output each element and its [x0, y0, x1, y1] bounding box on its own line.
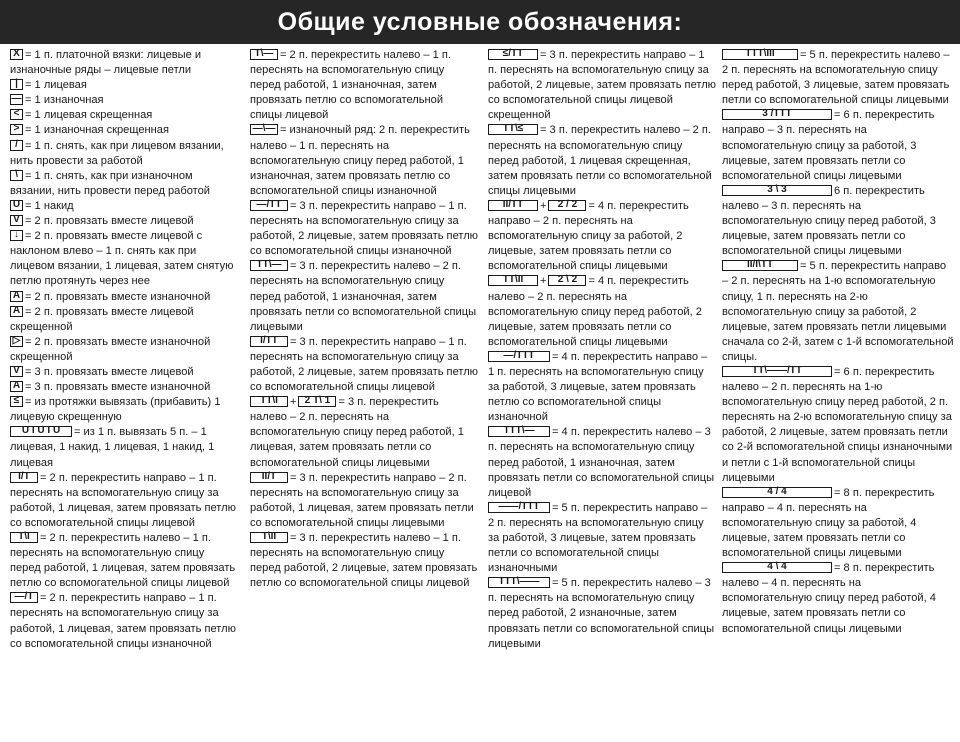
stitch-symbol-glyph: T\II [261, 531, 277, 542]
legend-entry [488, 576, 716, 651]
legend-description: = 3 п. провязать вместе изнаночной [25, 381, 211, 394]
stitch-symbol-icon [250, 124, 278, 135]
stitch-symbol-glyph: V [13, 364, 20, 376]
legend-entry [10, 139, 238, 169]
legend-description: изнаночные ряды – лицевые петли [10, 64, 192, 77]
stitch-symbol-icon [250, 49, 278, 60]
stitch-symbol-icon [488, 275, 538, 286]
page-header [0, 0, 960, 44]
legend-entry [10, 229, 238, 289]
legend-description: = 1 п. снять, как при изнаночном вязании, нить провести перед работой [10, 169, 210, 197]
stitch-symbol-icon [488, 49, 538, 60]
stitch-symbol-icon [10, 532, 38, 543]
legend-description: = 2 п. провязать вместе изнаночной [25, 290, 211, 303]
legend-entry [488, 425, 716, 500]
stitch-symbol-glyph: —/TT [256, 198, 282, 210]
stitch-symbol-alt-glyph: 2 T\ 1 [304, 395, 331, 407]
legend-entry [250, 395, 478, 470]
stitch-symbol-icon [10, 200, 23, 211]
legend-entry [722, 184, 954, 259]
stitch-symbol-icon [722, 109, 832, 120]
stitch-symbol-glyph: \ [15, 168, 18, 180]
legend-description: = 3 п. перекрестить налево – 1 п. переснять на вспомогательную спицу перед работой, 2 лицевые, затем провязать петлю со вспомогательной спицы лицевой [250, 532, 478, 590]
stitch-symbol-icon [10, 79, 23, 90]
stitch-symbol-glyph: ≤/TT [502, 48, 524, 59]
legend-entry [10, 380, 238, 395]
stitch-symbol-glyph: TT\≤ [502, 123, 524, 135]
legend-entry [722, 108, 954, 183]
stitch-symbol-glyph: ≤ [13, 395, 20, 407]
stitch-symbol-glyph: TTT\III [745, 48, 775, 59]
legend-entry [488, 501, 716, 576]
legend-description: = 5 п. перекрестить налево – 3 п. переснять на вспомогательную спицу перед работой, 2 изнаночные, затем провязать петли со вспомогательной спицы лицевыми [488, 577, 715, 650]
stitch-symbol-glyph: | [15, 78, 18, 90]
stitch-symbol-glyph: II/T [261, 470, 277, 482]
legend-entry [250, 199, 478, 259]
legend-description: = 1 изнаночная скрещенная [25, 124, 169, 137]
stitch-symbol-icon [488, 577, 550, 588]
stitch-symbol-alt-icon [548, 275, 586, 286]
legend-entry [10, 78, 238, 93]
stitch-symbol-icon [722, 49, 798, 60]
legend-description: = 3 п. перекрестить налево – 2 п. переснять на вспомогательную спицу перед работой, 1 лицевая скрещенная, затем провязать петли со вспомогательной спицы лицевыми [488, 124, 712, 197]
legend-description: = 5 п. перекрестить налево – 2 п. переснять на вспомогательную спицу перед работой, 3 лицевые, затем провязать петли со вспомогательной спицы лицевыми [722, 49, 950, 107]
legend-entry [10, 108, 238, 123]
legend-description: = 3 п. перекрестить направо – 2 п. переснять на вспомогательную спицу за работой, 1 лицевая, затем провязать петли со вспомогательной спицы лицевыми [250, 471, 474, 529]
stitch-symbol-glyph: A [12, 304, 21, 316]
legend-entry [250, 335, 478, 395]
stitch-symbol-icon [10, 306, 23, 317]
stitch-symbol-icon [10, 94, 23, 105]
stitch-symbol-icon [250, 396, 288, 407]
legend-entry [250, 531, 478, 591]
legend-description: = из протяжки вывязать (прибавить) 1 лицевую скрещенную [10, 396, 221, 424]
stitch-symbol-icon [10, 366, 23, 377]
plus-sign: + [290, 396, 297, 409]
legend-description: = 1 накид [25, 199, 74, 212]
stitch-symbol-glyph: U [12, 198, 21, 210]
stitch-symbol-glyph: 3 \ 3 [767, 183, 787, 195]
legend-description: = 1 изнаночная [25, 94, 104, 107]
stitch-symbol-icon [250, 532, 288, 543]
stitch-symbol-glyph: TT\— [256, 259, 282, 271]
stitch-symbol-icon [722, 487, 832, 498]
stitch-symbol-glyph: T\I [18, 531, 30, 542]
legend-entry [488, 350, 716, 425]
stitch-symbol-glyph: < [13, 108, 20, 120]
legend-entry [250, 48, 478, 123]
legend-entry [10, 365, 238, 380]
legend-description: = 2 п. перекрестить направо – 1 п. переснять на вспомогательную спицу за работой, 1 лицевая, затем провязать петлю со вспомогательной спицы лицевой [10, 471, 236, 529]
legend-entry [10, 123, 238, 138]
legend-description: = 6 п. перекрестить направо – 3 п. переснять на вспомогательную спицу за работой, 3 лицевые, затем провязать петли со вспомогательной спицы лицевыми [722, 109, 935, 182]
legend-entry [250, 471, 478, 531]
stitch-symbol-icon [10, 124, 23, 135]
legend-column-2 [250, 48, 478, 591]
stitch-symbol-glyph: I/T [18, 470, 30, 482]
stitch-symbol-glyph: A [12, 380, 21, 392]
legend-entry [10, 335, 238, 365]
stitch-symbol-icon [10, 291, 23, 302]
stitch-symbol-glyph: ↓ [14, 229, 19, 241]
stitch-symbol-icon [10, 472, 38, 483]
stitch-symbol-icon [488, 351, 550, 362]
legend-description: = 2 п. перекрестить направо – 1 п. переснять на вспомогательную спицу за работой, 1 лицевая, затем провязать петлю со вспомогательной спицы изнаночной [10, 592, 236, 650]
stitch-symbol-icon [10, 336, 23, 347]
legend-description: = 2 п. провязать вместе лицевой скрещенной [10, 305, 194, 333]
legend-description: = 3 п. перекрестить направо – 1 п. переснять на вспомогательную спицу за работой, 2 лицевые, затем провязать петлю со вспомогательной спицы лицевой скрещенной [488, 49, 716, 122]
legend-entry [250, 259, 478, 334]
legend-entry [10, 93, 238, 108]
stitch-symbol-icon [10, 592, 38, 603]
legend-entry [10, 214, 238, 229]
stitch-symbol-icon [722, 260, 798, 271]
stitch-symbol-glyph: T\— [254, 48, 274, 59]
stitch-symbol-glyph: > [13, 123, 20, 135]
stitch-symbol-glyph: — [11, 93, 22, 105]
legend-entry [10, 290, 238, 305]
stitch-symbol-alt-glyph: 2 / 2 [557, 198, 578, 210]
stitch-symbol-glyph: —/T [14, 591, 34, 603]
legend-description: = 1 лицевая [25, 79, 87, 92]
legend-description: = 5 п. перекрестить направо – 2 п. переснять на 1-ю вспомогательную спицу, 1 п. переснять на 2-ю вспомогательную спицу за работой, 2 лицевые, затем провязать петли лицевыми сначала со 2-й, затем с 1-й вспомогательной спицы. [722, 260, 954, 363]
legend-description: = 1 п. снять, как при лицевом вязании, нить провести за работой [10, 139, 224, 167]
stitch-symbol-glyph: V [13, 214, 20, 226]
stitch-symbol-glyph: II/TT [502, 198, 524, 210]
legend-entry [10, 591, 238, 651]
legend-description: 6 п. перекрестить налево – 3 п. переснять на вспомогательную спицу перед работой, 3 лицевые, затем провязать петли со вспомогательной спицы лицевыми [722, 184, 936, 258]
stitch-symbol-icon [250, 260, 288, 271]
legend-description: = 8 п. перекрестить направо – 4 п. переснять на вспомогательную спицу за работой, 4 лицевые, затем провязать петли со вспомогательной спицы лицевыми [722, 486, 935, 560]
page-title: Общие условные обозначения: [277, 7, 683, 36]
legend-description: = 5 п. перекрестить направо – 2 п. переснять на вспомогательную спицу за работой, 3 лицевые, затем провязать петли со вспомогательной спицы изнаночными [488, 501, 708, 575]
legend-description: = 3 п. перекрестить направо – 1 п. переснять на вспомогательную спицу за работой, 2 лицевые, затем провязать петлю со вспомогательной спицы изнаночной [250, 199, 478, 258]
stitch-symbol-glyph: X [13, 48, 20, 59]
legend-entry [10, 305, 238, 335]
legend-description: = 2 п. перекрестить налево – 1 п. переснять на вспомогательную спицу перед работой, 1 лицевая, затем провязать петлю со вспомогательной спицы лицевой [10, 532, 236, 590]
stitch-symbol-glyph: 3 /TTT [762, 108, 792, 120]
stitch-symbol-alt-glyph: 2 \ 2 [557, 274, 578, 286]
stitch-symbol-icon [10, 381, 23, 392]
legend-entry [488, 274, 716, 349]
legend-entry [722, 259, 954, 365]
legend-entry [10, 395, 238, 425]
stitch-symbol-glyph: U I U I U [21, 425, 61, 437]
legend-columns [10, 48, 954, 742]
legend-column-4 [722, 48, 954, 637]
legend-entry [488, 199, 716, 274]
stitch-symbol-icon [488, 124, 538, 135]
stitch-symbol-icon [488, 502, 550, 513]
stitch-symbol-icon [10, 109, 23, 120]
legend-entry [488, 48, 716, 123]
legend-description: = 8 п. перекрестить налево – 4 п. переснять на вспомогательную спицу перед работой, 4 лицевые, затем провязать петли со вспомогательной спицы лицевыми [722, 562, 936, 635]
stitch-symbol-icon [10, 426, 72, 437]
legend-description: = 1 п. платочной вязки: лицевые и [25, 49, 202, 61]
legend-entry [10, 48, 238, 78]
stitch-symbol-icon [10, 215, 23, 226]
stitch-symbol-icon [488, 200, 538, 211]
legend-entry [10, 169, 238, 199]
plus-sign: + [540, 199, 547, 212]
stitch-symbol-glyph: —\— [252, 123, 276, 135]
stitch-symbol-glyph: TT\I [260, 395, 278, 407]
legend-entry [250, 123, 478, 198]
legend-description: = 4 п. перекрестить направо – 1 п. переснять на вспомогательную спицу за работой, 3 лицевые, затем провязать петлю со вспомогательной спицы изнаночной [488, 350, 708, 424]
stitch-symbol-alt-icon [548, 200, 586, 211]
legend-entry [10, 199, 238, 214]
stitch-symbol-icon [10, 140, 23, 151]
legend-entry [488, 123, 716, 198]
stitch-symbol-icon [722, 366, 832, 377]
stitch-symbol-icon [250, 472, 288, 483]
stitch-symbol-icon [10, 49, 23, 60]
legend-description: = 4 п. перекрестить направо – 2 п. переснять на вспомогательную спицу за работой, 2 лицевые, затем провязать петли со вспомогательной спицы лицевыми [488, 199, 689, 273]
legend-description: = 2 п. провязать вместе лицевой с наклоном влево – 1 п. снять как при лицевом вязании, 1 лицевая, затем снятую петлю протянуть через нее [10, 230, 234, 288]
stitch-symbol-glyph: ▷ [12, 334, 21, 346]
legend-entry [722, 486, 954, 561]
stitch-symbol-glyph: TTT\—— [498, 576, 540, 588]
legend-description: = 3 п. провязать вместе лицевой [25, 365, 194, 378]
stitch-symbol-glyph: A [12, 289, 21, 301]
stitch-symbol-icon [250, 336, 288, 347]
legend-entry [10, 531, 238, 591]
legend-description: = из 1 п. вывязать 5 п. – 1 лицевая, 1 накид, 1 лицевая, 1 накид, 1 лицевая [10, 426, 215, 469]
stitch-symbol-glyph: TT\——/TT [752, 364, 802, 376]
legend-entry [722, 48, 954, 108]
stitch-symbol-glyph: 4 \ 4 [767, 561, 787, 573]
stitch-symbol-icon [10, 396, 23, 407]
stitch-symbol-glyph: I/TT [260, 334, 278, 346]
legend-column-3 [488, 48, 716, 652]
legend-description: = 4 п. перекрестить налево – 3 п. переснять на вспомогательную спицу перед работой, 1 изнаночная, затем провязать петли со вспомогательной спицы лицевой [488, 426, 715, 499]
legend-column-1 [10, 48, 238, 652]
stitch-symbol-glyph: / [15, 138, 18, 150]
legend-description: = 6 п. перекрестить налево – 2 п. переснять на 1-ю вспомогательную спицу перед работой, 2 п. переснять на 2-ю вспомогательную спицу за работой, 2 лицевые, затем провязать петли со 2-й вспомогательной спицы изнаночными и петли с 1-й вспомогательной спицы лицевыми [722, 365, 953, 484]
stitch-symbol-icon [10, 170, 23, 181]
legend-description: = 3 п. перекрестить направо – 1 п. переснять на вспомогательную спицу за работой, 2 лицевые, затем провязать петлю со вспомогательной спицы лицевой [250, 335, 478, 394]
stitch-symbol-glyph: II/I\TT [746, 259, 774, 271]
legend-entry [10, 425, 238, 470]
legend-entry [10, 471, 238, 531]
stitch-symbol-icon [488, 426, 550, 437]
stitch-symbol-glyph: ——/TTT [498, 500, 540, 512]
stitch-symbol-glyph: —/TTT [503, 349, 535, 361]
plus-sign: + [540, 275, 547, 288]
stitch-symbol-icon [10, 230, 23, 241]
legend-description: = 2 п. провязать вместе изнаночной скрещенной [10, 335, 211, 363]
legend-description: = 1 лицевая скрещенная [25, 109, 153, 122]
stitch-symbol-icon [722, 562, 832, 573]
stitch-symbol-glyph: TTT\— [503, 425, 535, 437]
legend-description: = 2 п. перекрестить налево – 1 п. переснять на вспомогательную спицу перед работой, 1 изнаночная, затем провязать петлю со вспомогательной спицы лицевой [250, 49, 452, 122]
legend-entry [722, 365, 954, 486]
stitch-symbol-alt-icon [298, 396, 336, 407]
stitch-symbol-glyph: 4 / 4 [767, 485, 787, 497]
legend-entry [722, 561, 954, 636]
legend-description: = изнаночный ряд: 2 п. перекрестить налево – 1 п. переснять на вспомогательную спицу перед работой, 1 изнаночная, затем провязать петлю со вспомогательной спицы изнаночной [250, 124, 470, 197]
stitch-symbol-icon [250, 200, 288, 211]
legend-description: = 4 п. перекрестить налево – 2 п. переснять на вспомогательную спицу перед работой, 2 лицевые, затем провязать петли со вспомогательной спицы лицевыми [488, 275, 702, 348]
legend-description: = 3 п. перекрестить налево – 2 п. переснять на вспомогательную спицу перед работой, 1 изнаночная, затем провязать петли со вспомогательной спицы лицевыми [250, 260, 477, 333]
stitch-symbol-glyph: TT\II [502, 274, 524, 286]
legend-description: = 3 п. перекрестить налево – 2 п. переснять на вспомогательную спицу перед работой, 1 лицевая, затем провязать петли со вспомогательной спицы лицевыми [250, 396, 464, 469]
legend-description: = 2 п. провязать вместе лицевой [25, 215, 194, 228]
stitch-symbol-icon [722, 185, 832, 196]
